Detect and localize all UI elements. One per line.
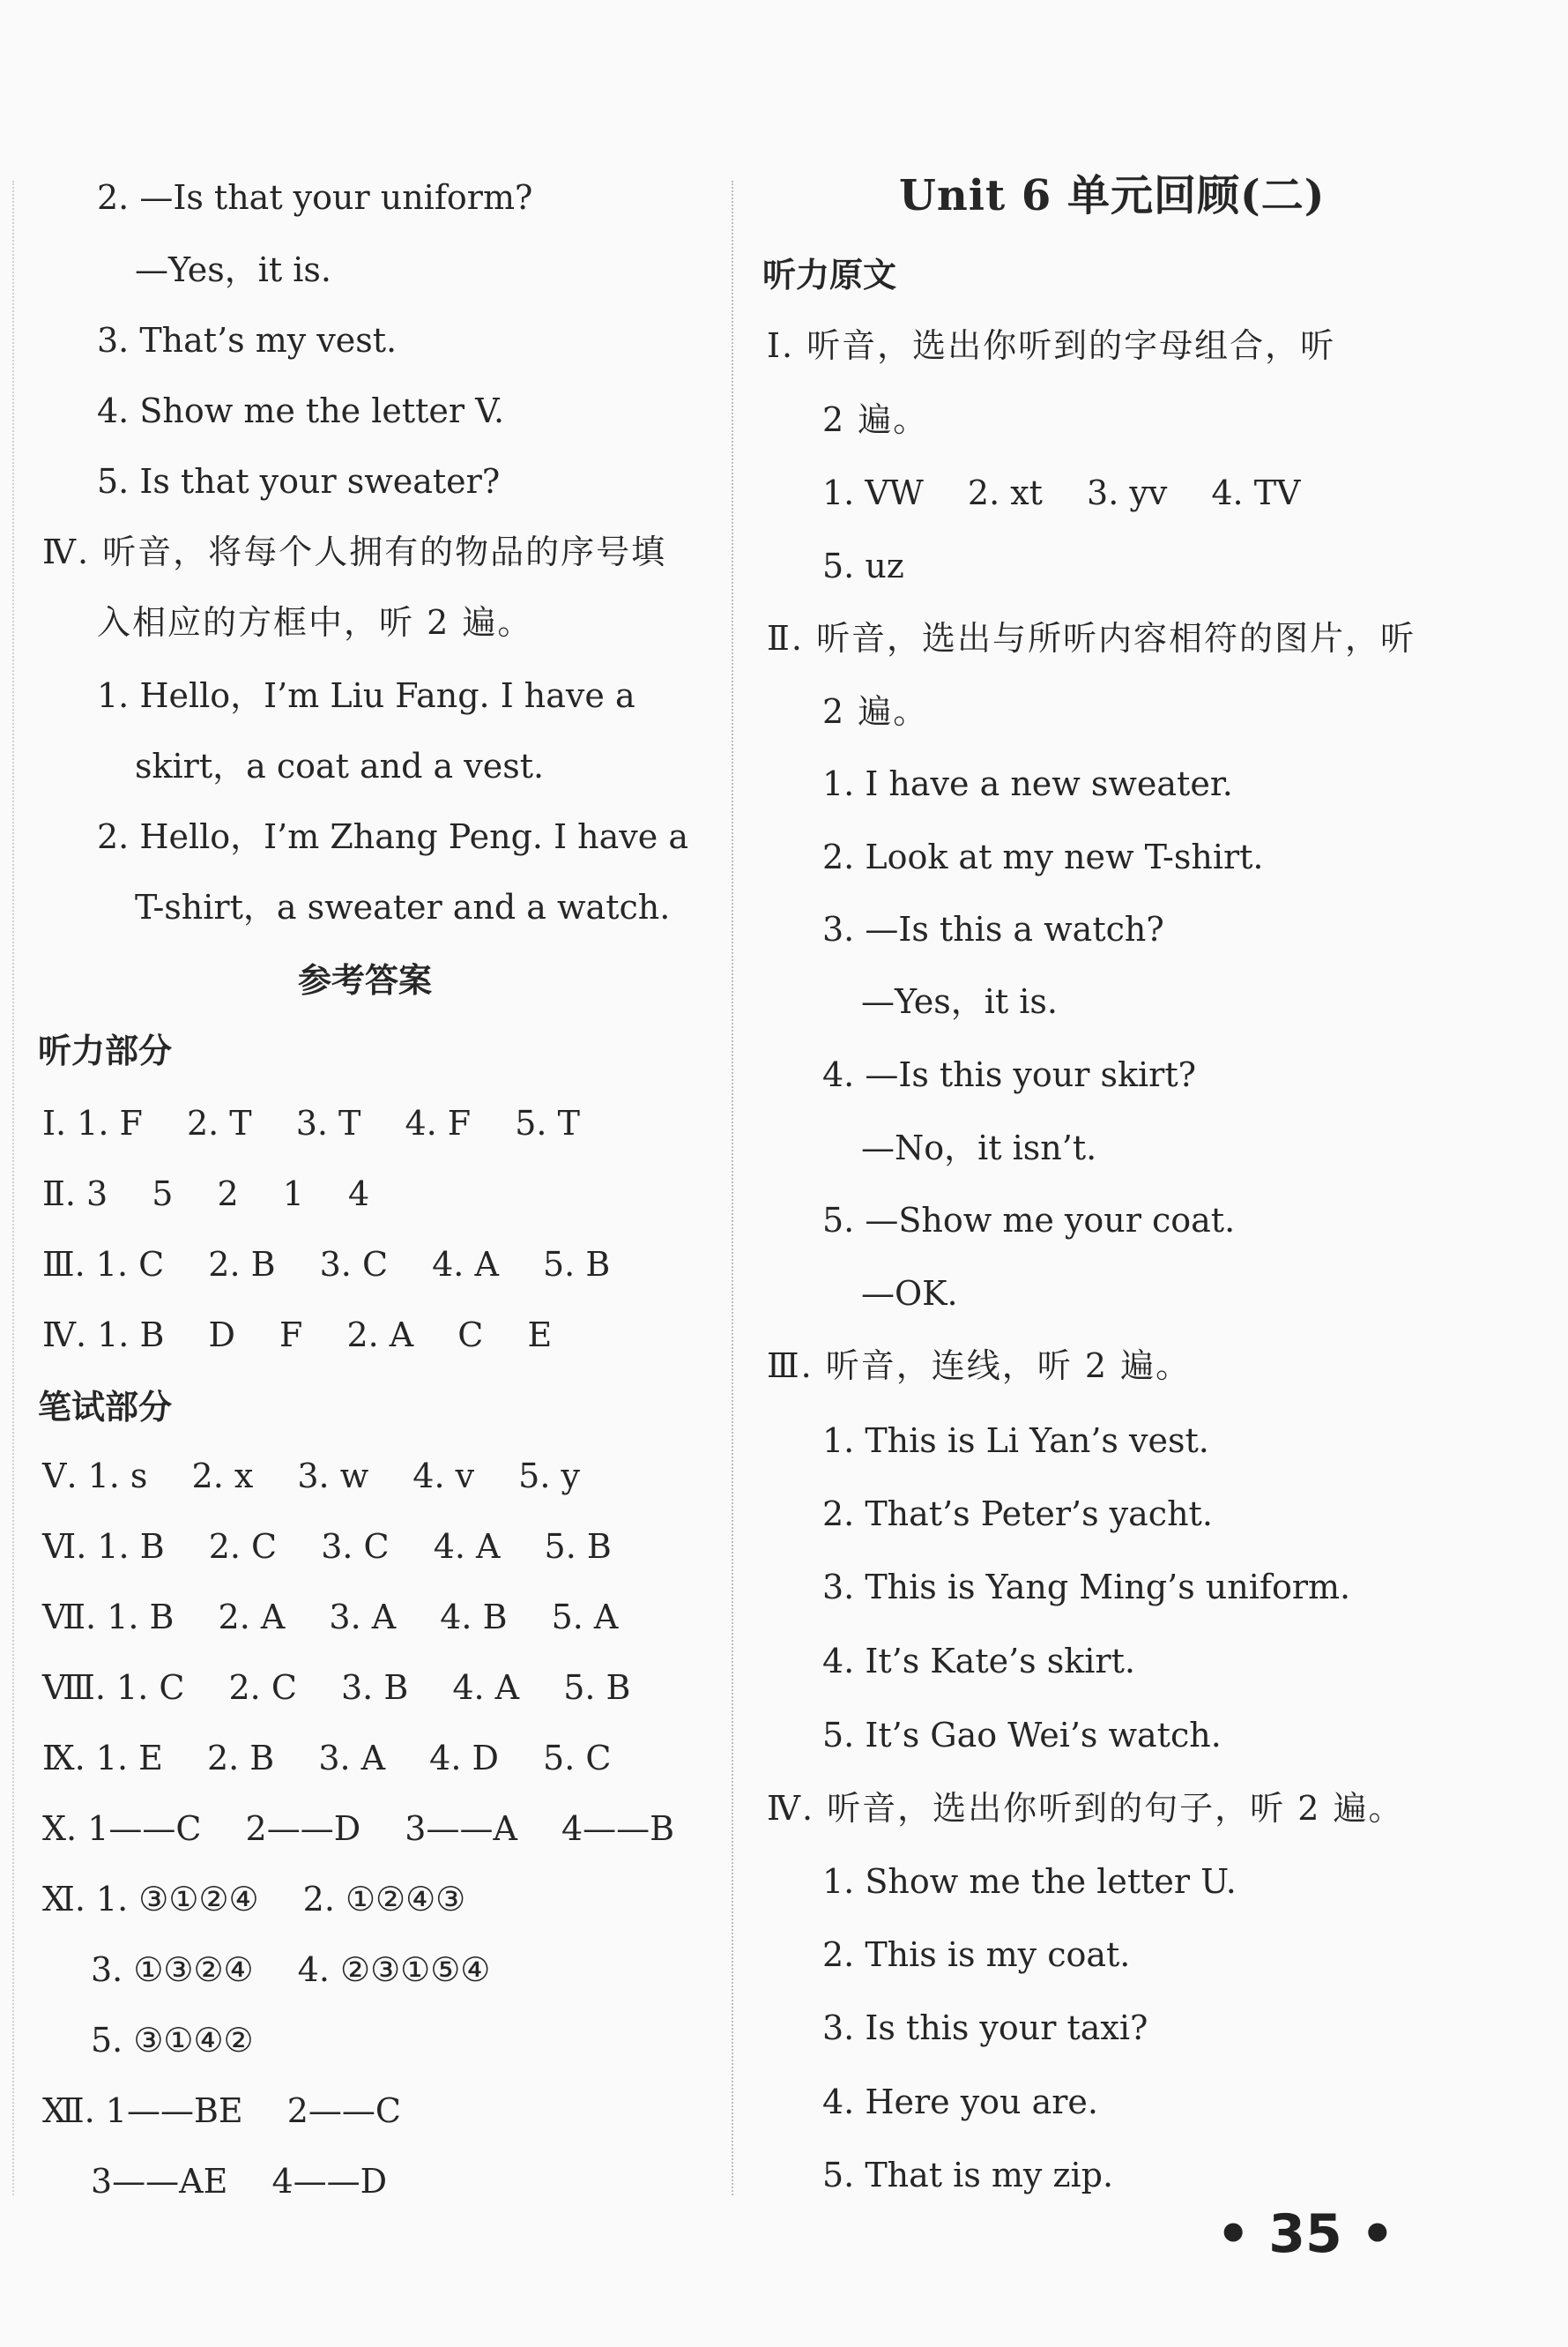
script-line: 5. That is my zip. <box>822 2156 1114 2194</box>
answer-line: Ⅺ. 1. ③①②④ 2. ①②④③ <box>42 1880 466 1919</box>
section-instruction: Ⅲ. 听音，连线，听 2 遍。 <box>767 1346 1192 1385</box>
script-line: 2. Look at my new T-shirt. <box>822 838 1264 876</box>
answer-line: Ⅹ. 1——C 2——D 3——A 4——B <box>42 1809 675 1848</box>
script-line: 5. It’s Gao Wei’s watch. <box>822 1716 1222 1755</box>
script-line: —Yes，it is. <box>135 250 332 289</box>
listening-heading: 听力部分 <box>38 1032 173 1070</box>
answer-line: 3. ①③②④ 4. ②③①⑤④ <box>91 1950 491 1989</box>
written-heading: 笔试部分 <box>38 1388 173 1427</box>
script-line: 3. —Is this a watch? <box>822 910 1164 949</box>
section-instruction: 2 遍。 <box>822 400 929 439</box>
answer-line: Ⅵ. 1. B 2. C 3. C 4. A 5. B <box>42 1527 612 1566</box>
script-line: 1. Hello，I’m Liu Fang. I have a <box>97 676 635 715</box>
answer-line: Ⅱ. 3 5 2 1 4 <box>42 1174 370 1213</box>
script-line: 1. This is Li Yan’s vest. <box>822 1421 1209 1460</box>
script-line: 2. —Is that your uniform? <box>97 178 533 217</box>
answer-line: 3——AE 4——D <box>91 2162 388 2201</box>
script-line: 1. Show me the letter U. <box>822 1862 1237 1901</box>
script-line: 2. That’s Peter’s yacht. <box>822 1494 1213 1533</box>
script-line: 2. Hello，I’m Zhang Peng. I have a <box>97 817 688 856</box>
script-line: 1. VW 2. xt 3. yv 4. TV <box>822 473 1301 512</box>
answer-line: Ⅳ. 1. B D F 2. A C E <box>42 1315 553 1354</box>
script-line: 5. Is that your sweater? <box>97 462 501 501</box>
answer-line: Ⅴ. 1. s 2. x 3. w 4. v 5. y <box>42 1457 580 1495</box>
script-line: 5. uz <box>822 547 904 585</box>
page-number: • 35 • <box>1216 2203 1394 2265</box>
script-line: 1. I have a new sweater. <box>822 764 1233 803</box>
section-instruction: Ⅱ. 听音，选出与所听内容相符的图片，听 <box>767 619 1416 658</box>
script-line: 3. That’s my vest. <box>97 321 398 360</box>
script-line: 5. —Show me your coat. <box>822 1201 1236 1240</box>
column-divider <box>732 181 733 2195</box>
script-line: —OK. <box>861 1274 958 1313</box>
section-instruction: 2 遍。 <box>822 692 929 731</box>
page-edge-rule <box>12 181 14 2195</box>
script-line: 3. Is this your taxi? <box>822 2008 1148 2047</box>
section-instruction: Ⅰ. 听音，选出你听到的字母组合，听 <box>767 326 1336 365</box>
section-instruction: Ⅳ. 听音，选出你听到的句子，听 2 遍。 <box>767 1789 1404 1828</box>
script-line: 4. It’s Kate’s skirt. <box>822 1642 1135 1680</box>
script-line: 4. —Is this your skirt? <box>822 1055 1196 1094</box>
script-line: —No，it isn’t. <box>861 1129 1097 1167</box>
script-line: 2. This is my coat. <box>822 1935 1131 1974</box>
answer-line: Ⅰ. 1. F 2. T 3. T 4. F 5. T <box>42 1104 580 1143</box>
script-line: 3. This is Yang Ming’s uniform. <box>822 1568 1351 1606</box>
script-line: 4. Here you are. <box>822 2082 1098 2121</box>
answer-key-title: 参考答案 <box>298 961 433 1000</box>
script-line: T-shirt，a sweater and a watch. <box>135 888 671 927</box>
answer-line: Ⅻ. 1——BE 2——C <box>42 2091 401 2130</box>
script-line: 4. Show me the letter V. <box>97 391 505 430</box>
script-line: skirt，a coat and a vest. <box>135 747 545 786</box>
section-instruction: 入相应的方框中，听 2 遍。 <box>97 603 533 642</box>
answer-line: Ⅷ. 1. C 2. C 3. B 4. A 5. B <box>42 1668 631 1707</box>
answer-line: Ⅲ. 1. C 2. B 3. C 4. A 5. B <box>42 1245 611 1284</box>
script-heading: 听力原文 <box>762 256 897 294</box>
unit-title: Unit 6 单元回顾(二) <box>899 171 1326 220</box>
section-instruction: Ⅳ. 听音，将每个人拥有的物品的序号填 <box>42 533 667 571</box>
answer-line: 5. ③①④② <box>91 2021 254 2060</box>
answer-line: Ⅸ. 1. E 2. B 3. A 4. D 5. C <box>42 1739 612 1777</box>
script-line: —Yes，it is. <box>861 982 1059 1021</box>
answer-line: Ⅶ. 1. B 2. A 3. A 4. B 5. A <box>42 1598 619 1636</box>
